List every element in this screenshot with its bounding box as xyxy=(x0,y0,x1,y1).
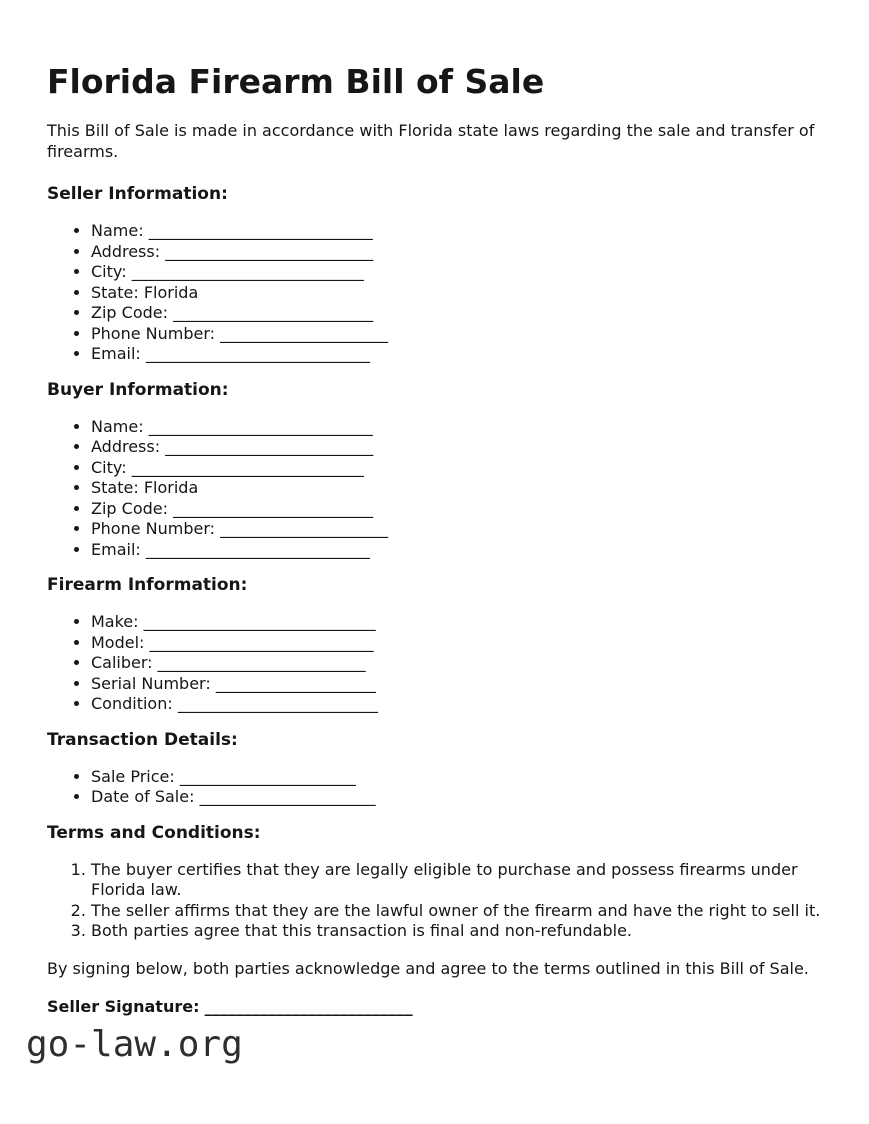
blank-line: _____________________ xyxy=(220,519,389,538)
field-buyer-city xyxy=(91,458,822,479)
field-seller-zip xyxy=(91,303,822,324)
blank-line: _________________________ xyxy=(173,498,374,518)
field-label: Caliber: xyxy=(91,653,153,672)
state-value: Florida xyxy=(143,282,199,302)
field-label: Make: xyxy=(91,612,139,631)
field-label: State: xyxy=(91,282,139,302)
watermark-go-law-org: go-law.org xyxy=(26,1023,243,1065)
state-value: Florida xyxy=(143,478,199,497)
page-title: Florida Firearm Bill of Sale xyxy=(47,62,545,101)
blank-line: ____________________ xyxy=(215,673,376,693)
transaction-details-heading: Transaction Details: xyxy=(47,729,238,750)
field-seller-state xyxy=(91,283,822,304)
blank-line: _________________________ xyxy=(177,694,378,713)
field-label: Zip Code: xyxy=(91,498,168,518)
blank-line: ____________________________ xyxy=(148,221,373,240)
seller-signature-line xyxy=(47,997,822,1018)
seller-field-list xyxy=(47,221,822,365)
term-item-3: 3. Both parties agree that this transaction is final and non-refundable. xyxy=(91,921,822,942)
field-date-of-sale xyxy=(91,787,822,808)
field-label: Model: xyxy=(91,632,145,652)
field-label: Address: xyxy=(91,241,161,261)
terms-list xyxy=(47,860,822,942)
field-label: Name: xyxy=(91,416,144,436)
field-firearm-serial-number xyxy=(91,674,822,695)
field-seller-city xyxy=(91,262,822,283)
blank-line: _____________________________ xyxy=(131,262,364,281)
intro-paragraph: This Bill of Sale is made in accordance with Florida state laws regarding the sale and transfer of firearms. xyxy=(47,121,815,161)
field-label: Email: xyxy=(91,539,141,559)
closing-paragraph: By signing below, both parties acknowledge and agree to the terms outlined in this Bill of Sale. xyxy=(47,958,809,978)
seller-information-heading: Seller Information: xyxy=(47,184,228,204)
firearm-field-list xyxy=(47,612,822,715)
field-buyer-phone xyxy=(91,519,822,540)
buyer-information-heading: Buyer Information: xyxy=(47,379,229,400)
signature-blank-line: __________________________ xyxy=(204,997,413,1016)
field-seller-phone xyxy=(91,324,822,345)
firearm-information-heading: Firearm Information: xyxy=(47,575,248,595)
blank-line: ____________________________ xyxy=(149,632,374,652)
field-buyer-state xyxy=(91,478,822,499)
seller-signature-label: Seller Signature: xyxy=(47,997,200,1016)
field-firearm-caliber xyxy=(91,653,822,674)
blank-line: ____________________________ xyxy=(148,416,373,436)
buyer-field-list xyxy=(47,417,822,561)
field-label: Phone Number: xyxy=(91,519,216,538)
blank-line: _________________________ xyxy=(173,303,374,322)
field-firearm-condition xyxy=(91,694,822,715)
blank-line: ____________________________ xyxy=(145,344,370,363)
blank-line: _____________________ xyxy=(220,323,389,343)
blank-line: _____________________________ xyxy=(143,612,376,631)
field-firearm-model xyxy=(91,633,822,654)
blank-line: ______________________ xyxy=(179,766,356,786)
transaction-field-list xyxy=(47,767,822,808)
field-label: Email: xyxy=(91,344,141,363)
blank-line: ______________________ xyxy=(199,787,376,806)
field-label: City: xyxy=(91,262,127,281)
field-label: Serial Number: xyxy=(91,673,211,693)
field-sale-price xyxy=(91,767,822,788)
blank-line: __________________________ xyxy=(165,437,374,456)
field-seller-name xyxy=(91,221,822,242)
field-label: Phone Number: xyxy=(91,323,216,343)
field-label: State: xyxy=(91,478,139,497)
field-label: Zip Code: xyxy=(91,303,168,322)
field-buyer-address xyxy=(91,437,822,458)
field-label: Sale Price: xyxy=(91,766,175,786)
field-buyer-name xyxy=(91,417,822,438)
field-seller-email xyxy=(91,344,822,365)
term-item-1: 1. The buyer certifies that they are legally eligible to purchase and possess firearms under Florida law. xyxy=(91,860,822,901)
field-firearm-make xyxy=(91,612,822,633)
field-buyer-zip xyxy=(91,499,822,520)
blank-line: ____________________________ xyxy=(145,539,370,559)
blank-line: _____________________________ xyxy=(131,457,364,477)
field-buyer-email xyxy=(91,540,822,561)
field-label: City: xyxy=(91,457,127,477)
field-label: Address: xyxy=(91,437,161,456)
blank-line: __________________________ xyxy=(157,653,366,672)
blank-line: __________________________ xyxy=(165,241,374,261)
field-label: Name: xyxy=(91,221,144,240)
field-label: Date of Sale: xyxy=(91,787,195,806)
term-item-2: 2. The seller affirms that they are the lawful owner of the firearm and have the right to sell it. xyxy=(91,901,822,922)
terms-and-conditions-heading: Terms and Conditions: xyxy=(47,822,261,843)
field-seller-address xyxy=(91,242,822,263)
field-label: Condition: xyxy=(91,694,173,713)
